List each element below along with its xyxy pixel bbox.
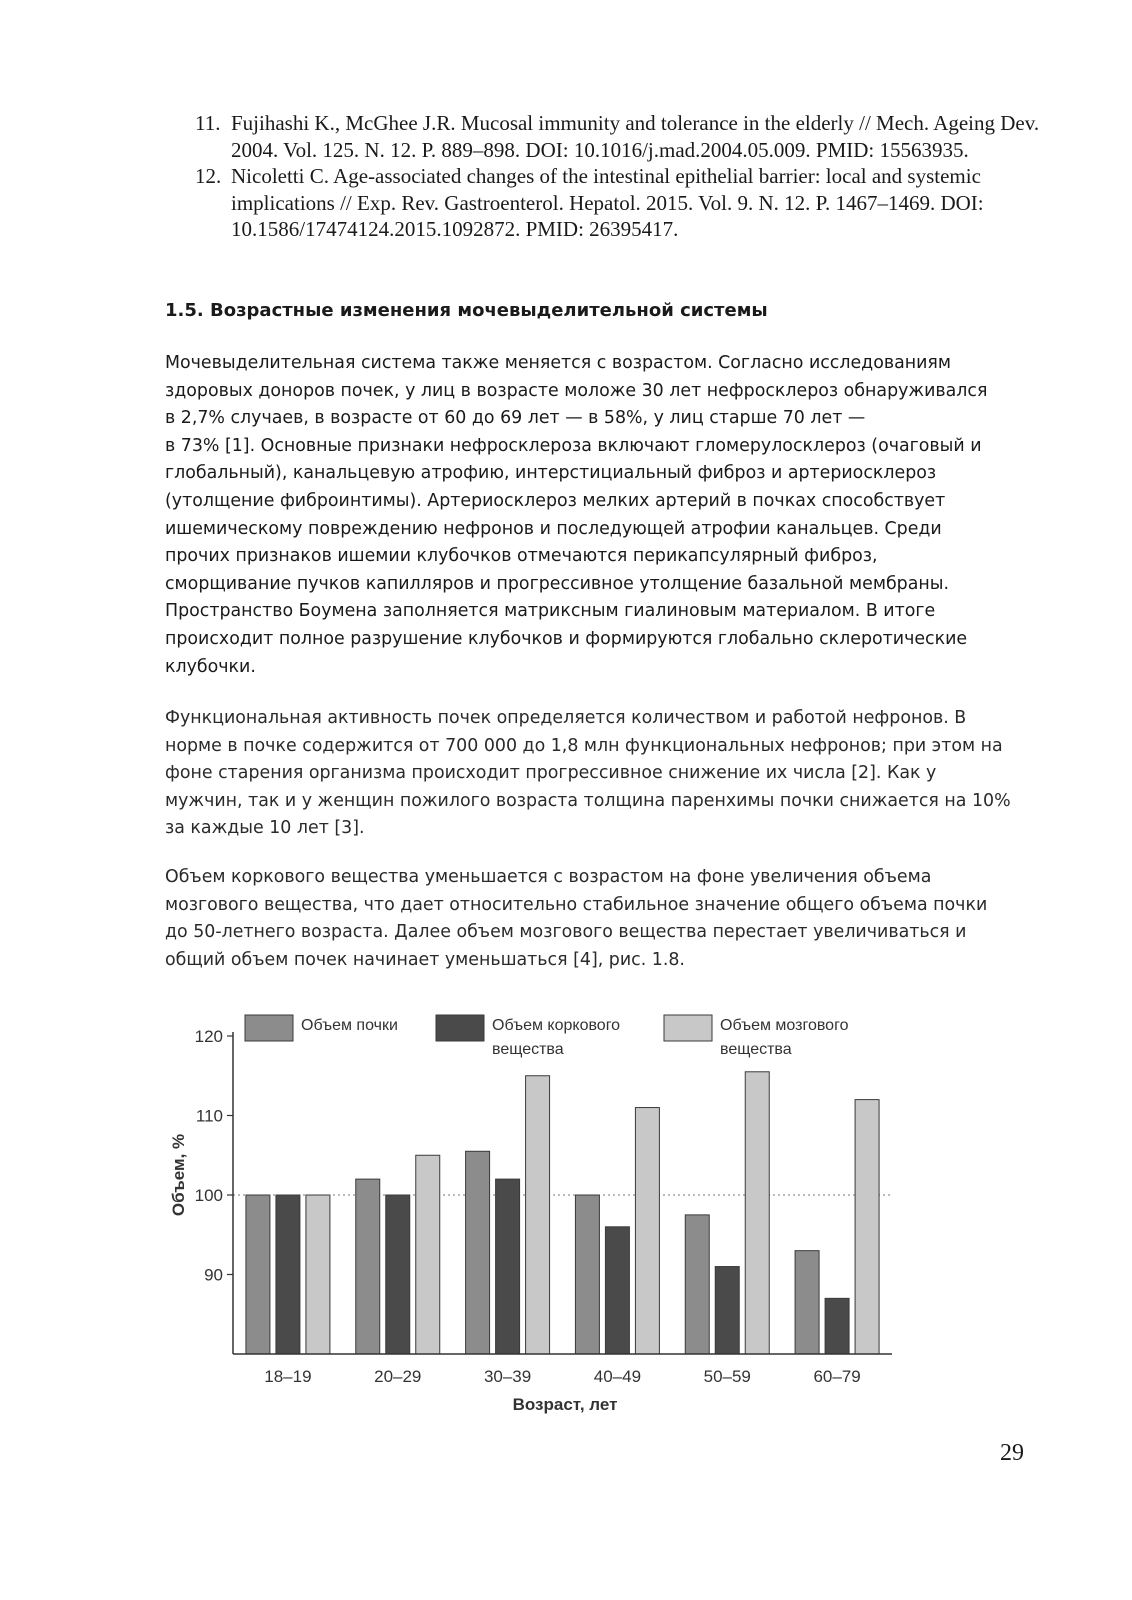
reference-text: Fujihashi K., McGhee J.R. Mucosal immunity and tolerance in the elderly // Mech. Ageing Dev. 2004. Vol. 125. N. 12. P. 889–898. DOI: 10.1016/j.mad.2004.05.009. PMID: 15563935.	[231, 111, 1040, 162]
x-tick-label: 30–39	[483, 1367, 532, 1386]
bar	[306, 1195, 330, 1354]
bar	[825, 1298, 849, 1354]
y-tick-label: 90	[204, 1265, 223, 1285]
x-tick-label: 18–19	[264, 1367, 312, 1386]
y-axis-label: Объем, %	[169, 1133, 188, 1217]
bar	[356, 1179, 380, 1354]
chart-legend	[245, 1015, 849, 1058]
legend-label: Объем мозгового	[720, 1017, 849, 1034]
bar	[795, 1251, 819, 1354]
bar	[575, 1195, 599, 1354]
plot-area	[195, 1027, 892, 1386]
bar	[416, 1155, 440, 1354]
reference-number: 12.	[195, 164, 222, 188]
reference-item	[195, 110, 1045, 163]
x-tick-label: 50–59	[703, 1367, 751, 1386]
bar	[715, 1267, 739, 1354]
y-tick-label: 100	[194, 1186, 223, 1205]
legend-label: вещества	[492, 1041, 564, 1058]
y-tick-label: 120	[194, 1027, 223, 1046]
bar	[386, 1195, 410, 1354]
bar	[635, 1108, 659, 1354]
bar	[466, 1151, 490, 1354]
x-tick-label: 40–49	[593, 1367, 642, 1386]
bar	[605, 1227, 629, 1354]
reference-number: 11.	[195, 111, 221, 135]
bar	[496, 1179, 520, 1354]
reference-text: Nicoletti C. Age-associated changes of the intestinal epithelial barrier: local and systemic implications // Exp. Rev. Gastroenterol. Hepatol. 2015. Vol. 9. N. 12. P. 1467–1469. DOI: 10.1586/17474124.2015.1092872. PMID: 26395417.	[231, 164, 984, 241]
bar	[685, 1215, 709, 1354]
x-tick-label: 60–79	[813, 1367, 861, 1386]
paragraph: Функциональная активность почек определяется количеством и работой нефронов. В норме в почке содержится от 700 000 до 1,8 млн функциональных нефронов; при этом на фоне старения организма происходит прогрессивное снижение их числа [2]. Как у мужчин, так и у женщин пожилого возраста толщина паренхимы почки снижается на 10% за каждые 10 лет [3].	[165, 708, 1011, 839]
section-title: 1.5. Возрастные изменения мочевыделительной системы	[165, 300, 768, 321]
legend-label: вещества	[720, 1041, 792, 1058]
legend-swatch	[436, 1015, 484, 1041]
legend-swatch	[664, 1015, 712, 1041]
x-tick-label: 20–29	[374, 1367, 422, 1386]
bar	[246, 1195, 270, 1354]
bar	[745, 1072, 769, 1354]
legend-label: Объем коркового	[492, 1017, 621, 1034]
reference-list	[195, 110, 1045, 243]
reference-item	[195, 163, 1045, 243]
x-axis-label: Возраст, лет	[512, 1395, 618, 1414]
bar	[526, 1076, 550, 1354]
bar	[276, 1195, 300, 1354]
page-number: 29	[1000, 1440, 1024, 1466]
paragraph: Объем коркового вещества уменьшается с возрастом на фоне увеличения объема мозгового вещества, что дает относительно стабильное значение общего объема почки до 50-летнего возраста. Далее объем мозгового вещества перестает увеличиваться и общий объем почек начинает уменьшаться [4], рис. 1.8.	[165, 867, 988, 970]
bar	[855, 1100, 879, 1354]
kidney-volume-bar-chart	[160, 1000, 920, 1420]
paragraph: Мочевыделительная система также меняется с возрастом. Согласно исследованиям здоровых доноров почек, у лиц в возрасте моложе 30 лет нефросклероз обнаруживался в 2,7% случаев, в возрасте от 60 до 69 лет — в 58%, у лиц старше 70 лет — в 73% [1]. Основные признаки нефросклероза включают гломерулосклероз (очаговый и глобальный), канальцевую атрофию, интерстициальный фиброз и артериосклероз (утолщение фиброинтимы). Артериосклероз мелких артерий в почках способствует ишемическому повреждению нефронов и последующей атрофии канальцев. Среди прочих признаков ишемии клубочков отмечаются перикапсулярный фиброз, сморщивание пучков капилляров и прогрессивное утолщение базальной мембраны. Пространство Боумена заполняется матриксным гиалиновым материалом. В итоге происходит полное разрушение клубочков и формируются глобально склеротические клубочки.	[165, 353, 988, 677]
y-tick-label: 110	[195, 1106, 223, 1126]
legend-swatch	[245, 1015, 293, 1041]
legend-label: Объем почки	[301, 1017, 398, 1034]
